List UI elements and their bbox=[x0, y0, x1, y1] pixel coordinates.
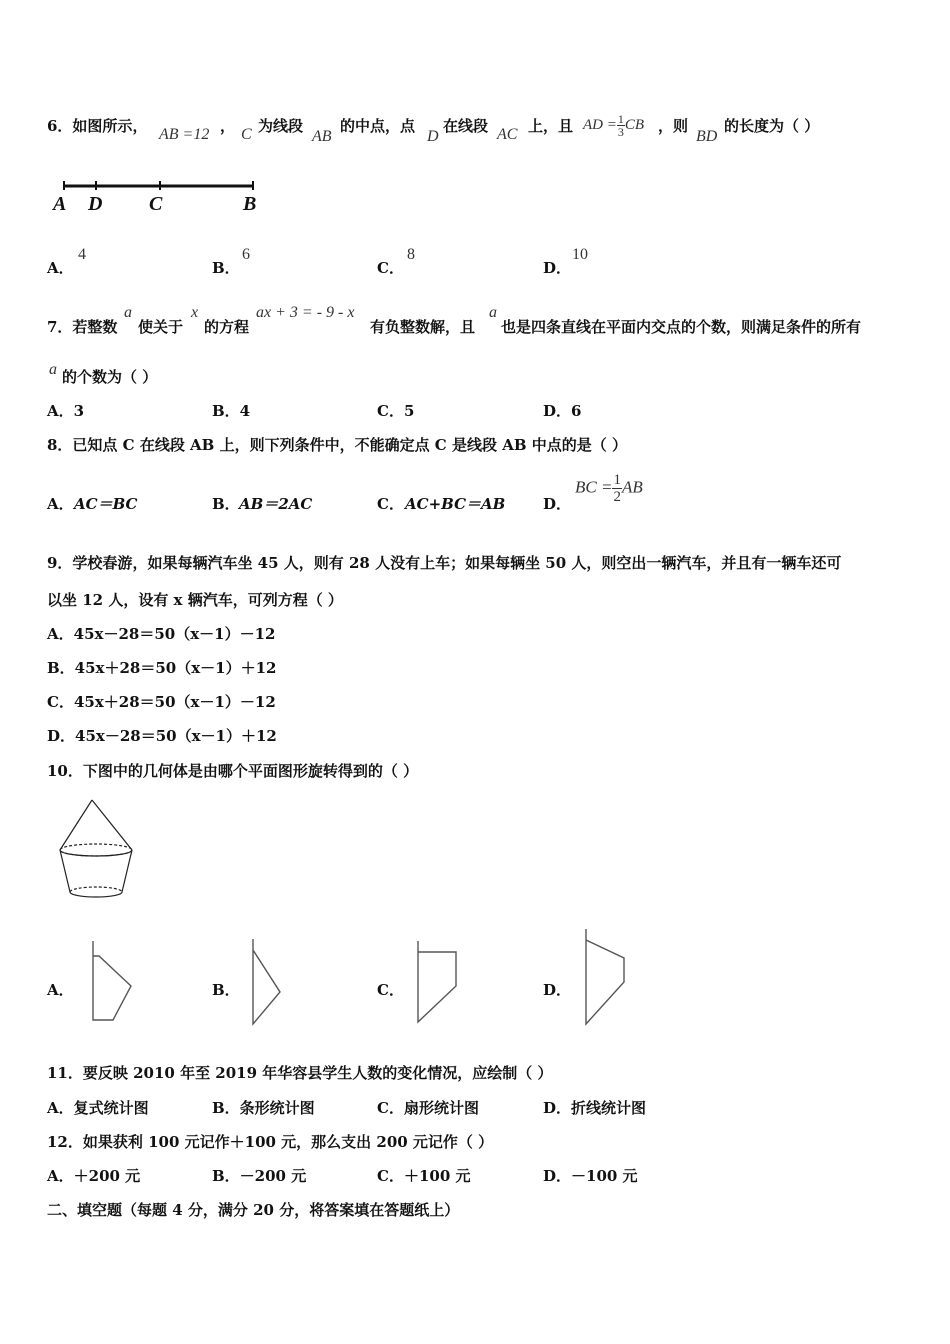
q8-option-b-value[interactable]: AB＝2AC bbox=[239, 495, 313, 513]
q6-ab-eq: AB =12 bbox=[159, 126, 210, 143]
q8-option-a-label[interactable]: A． bbox=[47, 495, 74, 513]
q11-option-a[interactable]: A．复式统计图 bbox=[47, 1099, 149, 1117]
q7-a: a bbox=[124, 304, 132, 321]
q7-option-c[interactable]: C．5 bbox=[377, 402, 415, 420]
q7-option-b[interactable]: B．4 bbox=[212, 402, 251, 420]
q6-option-b-label[interactable]: B． bbox=[212, 259, 240, 277]
q6-fraction-num: 1 bbox=[617, 112, 624, 126]
q6-fraction-den: 3 bbox=[617, 125, 624, 139]
q10-frustum-right bbox=[122, 850, 132, 892]
q6-option-b-value[interactable]: 6 bbox=[242, 246, 250, 263]
q6-ad-eq bbox=[583, 113, 644, 138]
q7-text-5: 的个数为（ ） bbox=[62, 368, 158, 386]
q10-stem: 10．下图中的几何体是由哪个平面图形旋转得到的（ ） bbox=[47, 762, 419, 780]
q7-x: x bbox=[191, 304, 199, 321]
q7-option-d[interactable]: D．6 bbox=[543, 402, 582, 420]
q7-equation: ax + 3 = - 9 - x bbox=[256, 304, 355, 321]
q6-text-6: 的长度为（ ） bbox=[724, 117, 820, 135]
q6-text-5: ，则 bbox=[658, 117, 689, 135]
q6-ac: AC bbox=[497, 126, 518, 143]
q6-text-4: 上，且 bbox=[528, 117, 574, 135]
q9-stem-line-1: 9．学校春游，如果每辆汽车坐 45 人，则有 28 人没有上车；如果每辆坐 50 人，则空出一辆汽车，并且有一辆车还可 bbox=[47, 554, 842, 572]
q10-cone-left bbox=[60, 800, 92, 850]
q6-label-a: A bbox=[53, 193, 67, 215]
q11-stem: 11．要反映 2010 年至 2019 年华容县学生人数的变化情况，应绘制（ ） bbox=[47, 1064, 553, 1082]
q7-text-2: 的方程 bbox=[204, 318, 250, 336]
q6-option-c-value[interactable]: 8 bbox=[407, 246, 415, 263]
q7-text-4: 也是四条直线在平面内交点的个数，则满足条件的所有 bbox=[501, 318, 862, 336]
q6-d: D bbox=[427, 128, 439, 145]
q9-option-a[interactable]: A．45x－28＝50（x－1）－12 bbox=[47, 625, 276, 643]
q10-option-c-outline bbox=[418, 941, 456, 1022]
q8-option-d-label[interactable]: D． bbox=[543, 495, 572, 513]
q10-option-a-shape[interactable] bbox=[85, 938, 140, 1023]
q6-ab: AB bbox=[312, 128, 332, 145]
q6-segment-figure bbox=[50, 176, 265, 216]
q12-option-d[interactable]: D．－100 元 bbox=[543, 1167, 638, 1185]
q12-option-a[interactable]: A．＋200 元 bbox=[47, 1167, 141, 1185]
q6-fraction bbox=[617, 113, 625, 138]
q10-cone-right bbox=[92, 800, 132, 850]
q7-a-3: a bbox=[49, 361, 57, 378]
q6-option-d-value[interactable]: 10 bbox=[572, 246, 588, 263]
q10-bottom-ellipse-back bbox=[70, 887, 122, 892]
q12-option-b[interactable]: B．－200 元 bbox=[212, 1167, 307, 1185]
q10-option-d-label[interactable]: D． bbox=[543, 981, 572, 999]
q10-option-d-shape[interactable] bbox=[578, 926, 633, 1028]
q10-option-b-outline bbox=[253, 939, 280, 1024]
q7-a-2: a bbox=[489, 304, 497, 321]
q11-option-d[interactable]: D．折线统计图 bbox=[543, 1099, 647, 1117]
q8-option-a-value[interactable]: AC＝BC bbox=[74, 495, 138, 513]
q8-d-fraction-den: 2 bbox=[613, 489, 621, 505]
q12-stem: 12．如果获利 100 元记作＋100 元，那么支出 200 元记作（ ） bbox=[47, 1133, 494, 1151]
q8-d-fraction bbox=[612, 472, 622, 505]
q10-option-a-outline bbox=[93, 941, 131, 1020]
q6-text-2: 的中点，点 bbox=[340, 117, 416, 135]
q11-option-b[interactable]: B．条形统计图 bbox=[212, 1099, 315, 1117]
section-2-title: 二、填空题（每题 4 分，满分 20 分，将答案填在答题纸上） bbox=[47, 1201, 460, 1219]
q8-option-c-label[interactable]: C． bbox=[377, 495, 404, 513]
q6-label-c: C bbox=[149, 193, 163, 215]
q10-option-d-outline bbox=[586, 929, 624, 1024]
q8-option-b-label[interactable]: B． bbox=[212, 495, 240, 513]
q10-frustum-left bbox=[60, 850, 70, 892]
q10-bottom-ellipse-front bbox=[70, 892, 122, 897]
q6-comma: ， bbox=[220, 117, 236, 135]
q6-number: 6．如图所示， bbox=[47, 117, 148, 135]
q7-text-3: 有负整数解，且 bbox=[370, 318, 476, 336]
q8-option-d-formula[interactable] bbox=[575, 472, 643, 505]
q9-stem-line-2: 以坐 12 人，设有 x 辆汽车，可列方程（ ） bbox=[47, 591, 343, 609]
q10-option-b-label[interactable]: B． bbox=[212, 981, 240, 999]
q6-ad-eq-text: AD = bbox=[583, 116, 617, 133]
q10-option-a-label[interactable]: A． bbox=[47, 981, 74, 999]
q6-bd: BD bbox=[696, 128, 718, 145]
q9-option-c[interactable]: C．45x＋28＝50（x－1）－12 bbox=[47, 693, 276, 711]
q10-top-ellipse-front bbox=[60, 850, 132, 856]
q6-label-d: D bbox=[88, 193, 103, 215]
q10-solid-figure bbox=[52, 797, 142, 905]
q7-option-a[interactable]: A．3 bbox=[47, 402, 85, 420]
q6-text-3: 在线段 bbox=[443, 117, 489, 135]
q9-option-d[interactable]: D．45x－28＝50（x－1）＋12 bbox=[47, 727, 277, 745]
q7-number: 7．若整数 bbox=[47, 318, 118, 336]
q7-text-1: 使关于 bbox=[138, 318, 184, 336]
q8-stem: 8．已知点 C 在线段 AB 上，则下列条件中，不能确定点 C 是线段 AB 中点的是（ ） bbox=[47, 436, 627, 454]
q10-option-c-shape[interactable] bbox=[408, 938, 468, 1026]
q10-option-b-shape[interactable] bbox=[245, 936, 290, 1028]
q8-option-c-value[interactable]: AC+BC＝AB bbox=[405, 495, 506, 513]
q9-option-b[interactable]: B．45x＋28＝50（x－1）＋12 bbox=[47, 659, 277, 677]
q6-option-d-label[interactable]: D． bbox=[543, 259, 572, 277]
q12-option-c[interactable]: C．＋100 元 bbox=[377, 1167, 471, 1185]
q6-option-c-label[interactable]: C． bbox=[377, 259, 404, 277]
q6-c: C bbox=[241, 126, 252, 143]
q8-d-rhs: AB bbox=[621, 477, 643, 497]
q6-label-b: B bbox=[243, 193, 257, 215]
q8-d-fraction-num: 1 bbox=[613, 472, 621, 488]
q10-option-c-label[interactable]: C． bbox=[377, 981, 404, 999]
q6-option-a-label[interactable]: A． bbox=[47, 259, 74, 277]
q6-option-a-value[interactable]: 4 bbox=[78, 246, 86, 263]
q6-cb: CB bbox=[624, 116, 645, 133]
q11-option-c[interactable]: C．扇形统计图 bbox=[377, 1099, 479, 1117]
q6-text-1: 为线段 bbox=[258, 117, 304, 135]
q8-d-lhs: BC = bbox=[575, 477, 613, 497]
